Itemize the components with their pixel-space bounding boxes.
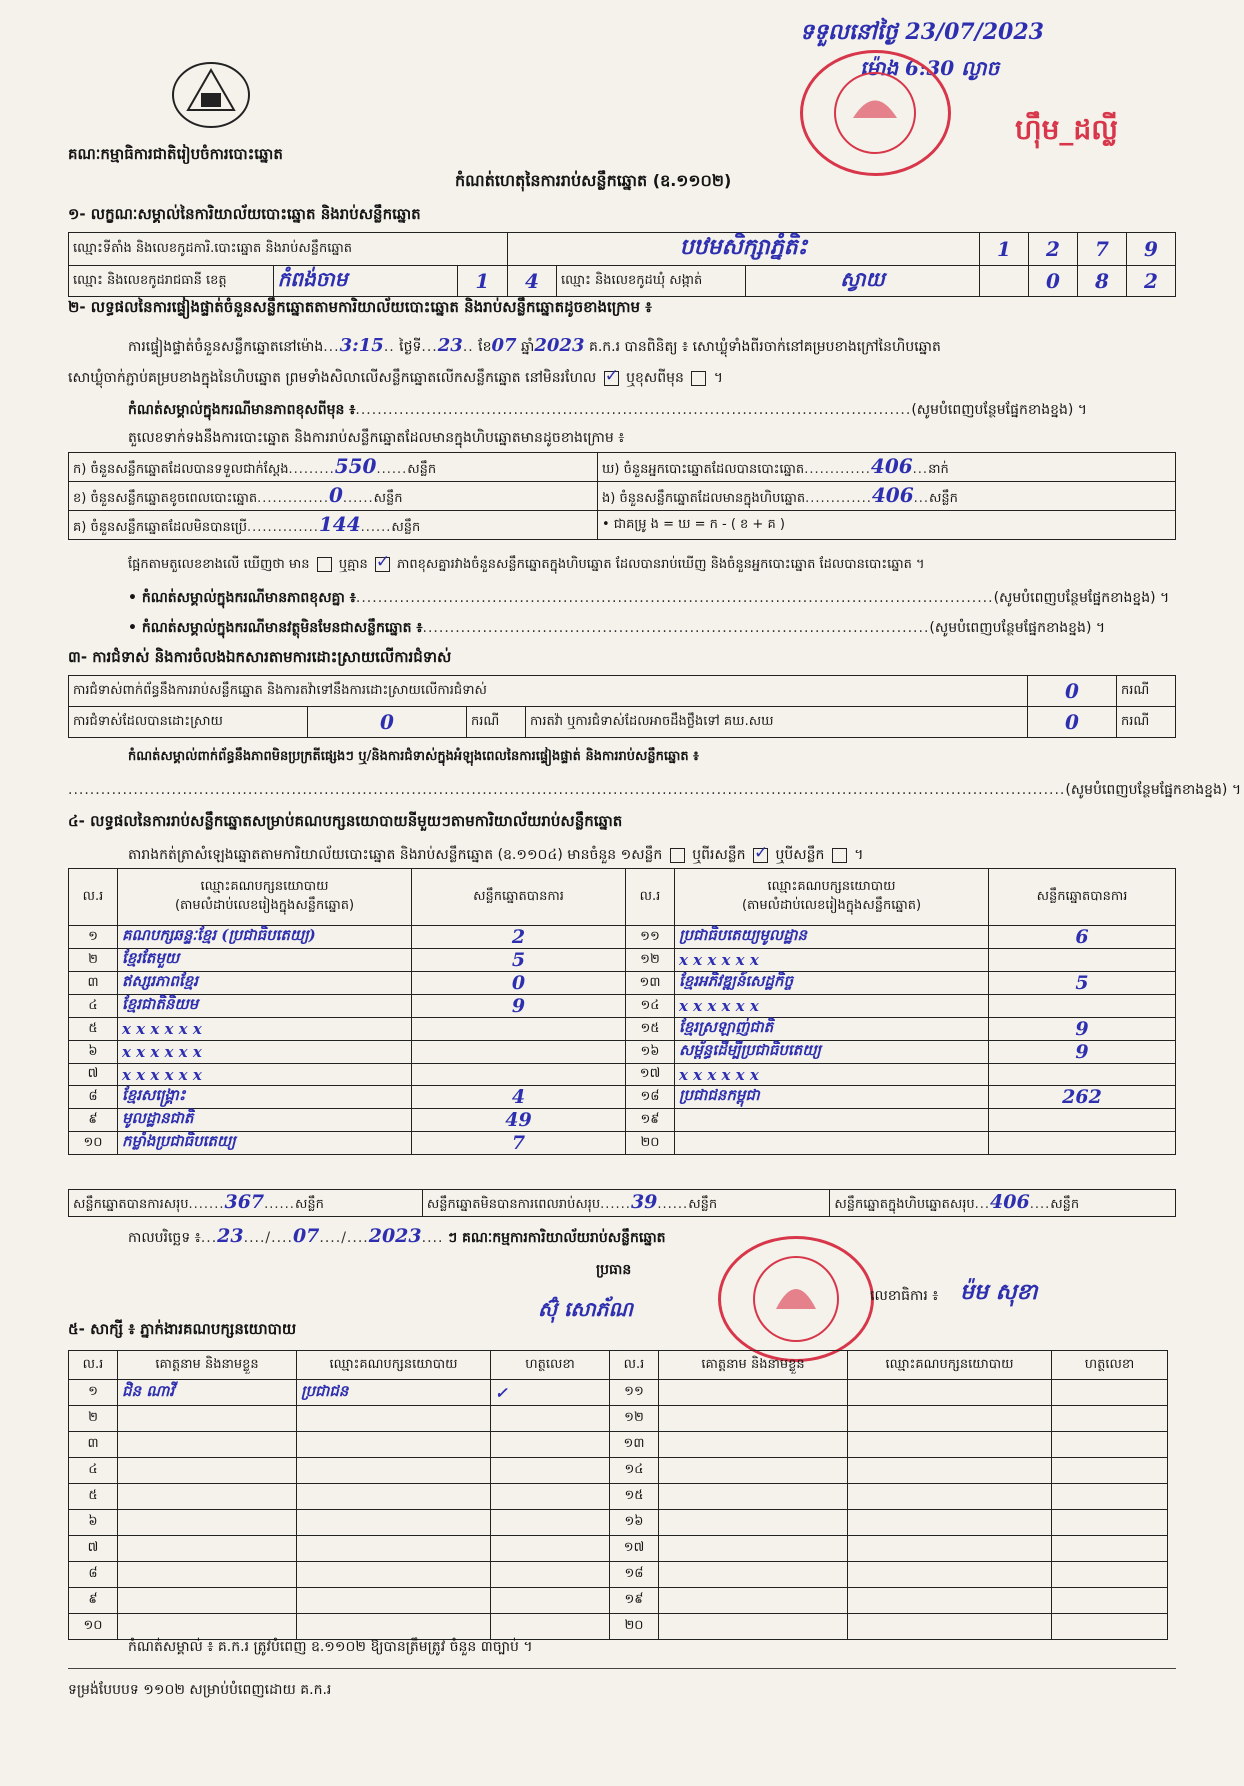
row-number: ១១ xyxy=(610,1380,659,1406)
table-row xyxy=(69,972,1176,995)
witness-party[interactable]: ប្រជាជន xyxy=(297,1380,491,1406)
witness-name[interactable] xyxy=(118,1458,297,1484)
party-name[interactable]: ខ្មែរតែមួយ xyxy=(118,949,412,972)
commune-code-digit[interactable]: 0 xyxy=(1029,266,1078,297)
party-name[interactable]: កម្លាំងប្រជាធិបតេយ្យ xyxy=(118,1132,412,1155)
row-number: ៩ xyxy=(69,1109,118,1132)
province-label: ឈ្មោះ និងលេខកូដរាជធានី ខេត្ត xyxy=(69,266,274,297)
seal-check-line: សោឃ្លុំចាក់ភ្ជាប់គម្របខាងក្នុងនៃហិបឆ្នោត ព្រមទាំងសិលាលើសន្លឹកឆ្នោតលើកសន្លឹកឆ្នោត នៅមិនរហែល ✓ ឬខុសពីមុន ។ xyxy=(68,368,723,389)
verify-year[interactable]: 2023 xyxy=(534,335,585,356)
witness-party[interactable] xyxy=(297,1614,491,1640)
witness-name[interactable] xyxy=(659,1484,848,1510)
witness-signature[interactable] xyxy=(1052,1614,1168,1640)
footer-divider xyxy=(68,1668,1176,1669)
irregularities-note: កំណត់សម្គាល់ពាក់ព័ន្ធនឹងភាពមិនប្រក្រតីផ្សេងៗ ឬ/និងការជំទាស់ក្នុងអំឡុងពេលនៃការផ្ទៀងផ្ទាត់ និងការរាប់សន្លឹកឆ្នោត ៖ xyxy=(128,749,699,764)
figures-intro: តួលេខទាក់ទងនឹងការបោះឆ្នោត និងការរាប់សន្លឹកឆ្នោតដែលមានក្នុងហិបឆ្នោតមានដូចខាងក្រោម ៖ xyxy=(128,430,625,446)
row-number: ១៤ xyxy=(610,1458,659,1484)
vote-count[interactable] xyxy=(989,1132,1176,1155)
row-number: ១០ xyxy=(69,1132,118,1155)
verification-line: ការផ្ទៀងផ្ទាត់ចំនួនសន្លឹកឆ្នោតនៅម៉ោង...3:15.. ថ្ងៃទី...23.. ខែ07 ឆ្នាំ2023 គ.ក.រ បានពិនិត្យ ៖ សោឃ្លុំទាំងពីរចាក់នៅគម្របខាងក្រៅនៃហិបឆ្នោត xyxy=(128,335,941,356)
chair-name[interactable]: ស៊ុំ សោភ័ណ xyxy=(538,1297,633,1321)
committee-stamp xyxy=(718,1236,874,1362)
vote-count[interactable] xyxy=(412,1064,626,1086)
witness-signature[interactable] xyxy=(491,1432,610,1458)
commune-code-digit[interactable]: 2 xyxy=(1127,266,1176,297)
witness-name[interactable] xyxy=(118,1562,297,1588)
table-row xyxy=(69,995,1176,1018)
committee-seal-icon xyxy=(721,1239,871,1359)
row-number: ១៧ xyxy=(610,1536,659,1562)
discrepancy-line: ផ្អែកតាមតួលេខខាងលើ ឃើញថា មាន ឬគ្មាន ✓ ភាពខុសគ្នារវាងចំនួនសន្លឹកឆ្នោតក្នុងហិបឆ្នោត ដែលបានរាប់ឃើញ និងចំនួនអ្នកបោះឆ្នោត ដែលបានបោះឆ្នោត ។ xyxy=(128,556,925,575)
three-sheets-checkbox[interactable] xyxy=(832,848,847,863)
ballots-unused[interactable]: 144 xyxy=(318,512,361,536)
row-number: ១៣ xyxy=(610,1432,659,1458)
table-row xyxy=(69,1588,1168,1614)
section1-heading: ១- លក្ខណៈសម្គាល់នៃការិយាល័យបោះឆ្នោត និងរាប់សន្លឹកឆ្នោត xyxy=(68,205,421,223)
table-row xyxy=(69,1432,1168,1458)
date-year[interactable]: 2023 xyxy=(368,1225,422,1247)
ballots-spoiled[interactable]: 0 xyxy=(328,483,343,507)
witness-party[interactable] xyxy=(297,1510,491,1536)
date-month[interactable]: 07 xyxy=(292,1225,320,1247)
table-row xyxy=(69,1380,1168,1406)
witness-signature[interactable] xyxy=(1052,1536,1168,1562)
station-code-digit[interactable]: 2 xyxy=(1029,233,1078,266)
vote-count[interactable] xyxy=(412,1041,626,1064)
row-number: ១១ xyxy=(626,926,675,949)
two-sheets-checkbox[interactable] xyxy=(753,848,768,863)
table-row xyxy=(69,1064,1176,1086)
row-number: ១៥ xyxy=(610,1484,659,1510)
row-number: ១ xyxy=(69,926,118,949)
witness-party[interactable] xyxy=(848,1536,1052,1562)
non-ballot-note: • កំណត់សម្គាល់ក្នុងករណីមានវត្ថុមិនមែនជាសន្លឹកឆ្នោត ៖.............................................................................................(សូមបំពេញបន្ថែមផ្នែកខាងខ្នង) ។ xyxy=(128,620,1106,636)
province-value[interactable]: កំពង់ចាម xyxy=(273,266,457,297)
stamp-seal-icon xyxy=(803,53,948,173)
witness-signature[interactable] xyxy=(491,1562,610,1588)
vote-count[interactable]: 4 xyxy=(412,1086,626,1109)
station-info-table xyxy=(68,232,1176,297)
commune-label: ឈ្មោះ និងលេខកូដឃុំ សង្កាត់ xyxy=(557,266,746,297)
table-row xyxy=(69,1406,1168,1432)
witness-footnote: កំណត់សម្គាល់ ៖ គ.ក.រ ត្រូវបំពេញ ឧ.១១០២ ឱ្យបានត្រឹមត្រូវ ចំនួន ៣ច្បាប់ ។ xyxy=(128,1639,533,1655)
complaints-count[interactable]: 0 xyxy=(1028,676,1117,707)
row-number: ១៧ xyxy=(626,1064,675,1086)
witness-table: ល.រ គោត្តនាម និងនាមខ្លួន ឈ្មោះគណបក្សនយោបាយ ហត្ថលេខា ល.រ គោត្តនាម និងនាមខ្លួន ឈ្មោះគណបក្សនយោបាយ ហត្ថលេខា ១ ជិន ណាវី ប្រជាជន ✓ ១១ ២ ១២ ៣ ១៣ ៤ ១៤ ៥ ១៥ ៦ ១៦ ៧ ១៧ ៨ ១៨ ៩ ១៩ ១០ ២០ xyxy=(68,1350,1168,1640)
party-name[interactable] xyxy=(675,1132,989,1155)
witness-signature[interactable] xyxy=(1052,1432,1168,1458)
table-row xyxy=(69,1458,1168,1484)
total-valid-votes[interactable]: 367 xyxy=(224,1191,265,1213)
form-title: កំណត់ហេតុនៃការរាប់សន្លឹកឆ្នោត (ឧ.១១០២) xyxy=(455,171,732,190)
vote-count[interactable]: 49 xyxy=(412,1109,626,1132)
totals-table: សន្លឹកឆ្នោតបានការសរុប.......367......សន្លឹក សន្លឹកឆ្នោតមិនបានការពេលរាប់សរុប......39......សន្លឹក សន្លឹកឆ្នោតក្នុងហិបឆ្នោតសរុប...406....សន្លឹក xyxy=(68,1189,1176,1217)
witness-party[interactable] xyxy=(848,1588,1052,1614)
witness-party[interactable] xyxy=(297,1406,491,1432)
party-name[interactable]: គណបក្សឆន្ទៈខ្មែរ (ប្រជាធិបតេយ្យ) xyxy=(118,926,412,949)
row-number: ១៩ xyxy=(626,1109,675,1132)
witness-signature[interactable] xyxy=(1052,1406,1168,1432)
verify-month[interactable]: 07 xyxy=(491,335,517,356)
complaints-table: ការជំទាស់ពាក់ព័ន្ធនឹងការរាប់សន្លឹកឆ្នោត និងការតវ៉ាទៅនឹងការដោះស្រាយលើការជំទាស់ 0 ករណី ការជំទាស់ដែលបានដោះស្រាយ 0 ករណី ការតវ៉ា ឬការជំទាស់ដែលអាចដឹងថ្លឹងទៅ គឃ.សឃ 0 ករណី xyxy=(68,675,1176,738)
witness-name[interactable]: ជិន ណាវី xyxy=(118,1380,297,1406)
vote-count[interactable]: 5 xyxy=(989,972,1176,995)
witness-name[interactable] xyxy=(659,1588,848,1614)
received-date-note: ទទួលនៅថ្ងៃ 23/07/2023 xyxy=(800,19,1044,45)
row-number: ៧ xyxy=(69,1536,118,1562)
witness-signature[interactable] xyxy=(1052,1562,1168,1588)
vote-count[interactable] xyxy=(989,995,1176,1018)
commune-value[interactable]: ស្វាយ xyxy=(746,266,980,297)
party-name[interactable]: ប្រជាជនកម្ពុជា xyxy=(675,1086,989,1109)
row-number: ៦ xyxy=(69,1041,118,1064)
witness-name[interactable] xyxy=(118,1484,297,1510)
resolved-count[interactable]: 0 xyxy=(308,707,467,738)
verify-day[interactable]: 23 xyxy=(437,335,463,356)
witness-signature[interactable] xyxy=(1052,1588,1168,1614)
appeal-label: ការតវ៉ា ឬការជំទាស់ដែលអាចដឹងថ្លឹងទៅ គឃ.សឃ xyxy=(526,707,1028,738)
province-code-digit[interactable]: 4 xyxy=(508,266,557,297)
vote-count[interactable]: 0 xyxy=(412,972,626,995)
party-name[interactable]: ខ្មែរជាតិនិយម xyxy=(118,995,412,1018)
witness-party[interactable] xyxy=(297,1432,491,1458)
witness-name[interactable] xyxy=(659,1562,848,1588)
one-sheet-checkbox[interactable] xyxy=(670,848,685,863)
party-name[interactable]: x x x x x x xyxy=(675,995,989,1018)
witness-name[interactable] xyxy=(118,1406,297,1432)
total-invalid-votes[interactable]: 39 xyxy=(630,1191,658,1213)
vote-count[interactable]: 262 xyxy=(989,1086,1176,1109)
row-number: ១៩ xyxy=(610,1588,659,1614)
witness-name[interactable] xyxy=(118,1614,297,1640)
party-name[interactable]: x x x x x x xyxy=(675,949,989,972)
witness-signature[interactable] xyxy=(491,1484,610,1510)
row-number: ២ xyxy=(69,949,118,972)
row-number: ១៤ xyxy=(626,995,675,1018)
row-number: ៤ xyxy=(69,1458,118,1484)
seal-intact-checkbox[interactable] xyxy=(604,371,619,386)
section2-heading: ២- លទ្ធផលនៃការផ្ទៀងផ្ទាត់ចំនួនសន្លឹកឆ្នោតតាមការិយាល័យបោះឆ្នោត និងរាប់សន្លឹកឆ្នោតដូចខាងក្រោម ៖ xyxy=(68,298,652,316)
vote-count[interactable]: 6 xyxy=(989,926,1176,949)
vote-count[interactable] xyxy=(989,1109,1176,1132)
voters-voted[interactable]: 406 xyxy=(870,454,913,478)
witness-party[interactable] xyxy=(848,1406,1052,1432)
party-results-table: ល.រ ឈ្មោះគណបក្សនយោបាយ (តាមលំដាប់លេខរៀងក្នុងសន្លឹកឆ្នោត) សន្លឹកឆ្នោតបានការ ល.រ ឈ្មោះគណបក្សនយោបាយ (តាមលំដាប់លេខរៀងក្នុងសន្លឹកឆ្នោត) សន្លឹកឆ្នោតបានការ ១ គណបក្សឆន្ទៈខ្មែរ (ប្រជាធិបតេយ្យ) 2 ១១ ប្រជាធិបតេយ្យមូលដ្ឋាន 6 ២ ខ្មែរតែមួយ 5 ១២ x x x x x x ៣ ឥស្សរភាពខ្មែរ 0 ១៣ ខ្មែរអភិវឌ្ឍន៍សេដ្ឋកិច្ច 5 ៤ ខ្មែរជាតិនិយម 9 ១៤ x x x x x x ៥ x x x x x x ១៥ ខ្មែរស្រឡាញ់ជាតិ 9 ៦ x x x x x x ១៦ សម្ព័ន្ធដើម្បីប្រជាធិបតេយ្យ 9 ៧ x x x x x x ១៧ x x x x x x ៨ ខ្មែរសង្គ្រោះ 4 ១៨ ប្រជាជនកម្ពុជា 262 ៩ មូលដ្ឋានជាតិ 49 ១៩ ១០ កម្លាំងប្រជាធិបតេយ្យ 7 ២០ xyxy=(68,868,1176,1155)
party-name[interactable]: ប្រជាធិបតេយ្យមូលដ្ឋាន xyxy=(675,926,989,949)
witness-name[interactable] xyxy=(659,1614,848,1640)
party-name[interactable]: x x x x x x xyxy=(675,1064,989,1086)
vote-count[interactable] xyxy=(989,949,1176,972)
row-number: ២០ xyxy=(610,1614,659,1640)
station-code-digit[interactable]: 1 xyxy=(980,233,1029,266)
party-name[interactable]: ឥស្សរភាពខ្មែរ xyxy=(118,972,412,995)
station-code-digit[interactable]: 7 xyxy=(1078,233,1127,266)
witness-name[interactable] xyxy=(659,1406,848,1432)
date-day[interactable]: 23 xyxy=(217,1225,244,1247)
party-name[interactable]: មូលដ្ឋានជាតិ xyxy=(118,1109,412,1132)
appeal-count[interactable]: 0 xyxy=(1028,707,1117,738)
table-row xyxy=(69,949,1176,972)
witness-name[interactable] xyxy=(118,1536,297,1562)
row-number: ១០ xyxy=(69,1614,118,1640)
party-name[interactable] xyxy=(675,1109,989,1132)
witness-party[interactable] xyxy=(297,1458,491,1484)
row-number: ៥ xyxy=(69,1484,118,1510)
witness-party[interactable] xyxy=(297,1562,491,1588)
table-row xyxy=(69,1086,1176,1109)
witness-party[interactable] xyxy=(848,1510,1052,1536)
row-number: ១៨ xyxy=(610,1562,659,1588)
row-number: ៣ xyxy=(69,1432,118,1458)
sheet-count-line: តារាងកត់ត្រាសំឡេងឆ្នោតតាមការិយាល័យបោះឆ្នោត និងរាប់សន្លឹកឆ្នោត (ឧ.១១០៤) មានចំនួន ១សន្លឹក ឬពីរសន្លឹក ✓ ឬបីសន្លឹក ។ xyxy=(128,845,864,866)
section5-heading: ៥- សាក្សី ៖ ភ្នាក់ងារគណបក្សនយោបាយ xyxy=(68,1320,297,1338)
witness-name[interactable] xyxy=(659,1432,848,1458)
ballots-received[interactable]: 550 xyxy=(334,454,377,478)
official-stamp-top xyxy=(800,50,951,176)
vote-count[interactable]: 2 xyxy=(412,926,626,949)
table-row xyxy=(69,1018,1176,1041)
row-number: ១ xyxy=(69,1380,118,1406)
witness-signature[interactable] xyxy=(1052,1380,1168,1406)
vote-count[interactable] xyxy=(989,1064,1176,1086)
witness-party[interactable] xyxy=(848,1432,1052,1458)
witness-signature[interactable] xyxy=(1052,1484,1168,1510)
row-number: ១៣ xyxy=(626,972,675,995)
table-row xyxy=(69,1109,1176,1132)
section3-heading: ៣- ការជំទាស់ និងការចំលងឯកសារតាមការដោះស្រាយលើការជំទាស់ xyxy=(68,648,452,666)
row-number: ៨ xyxy=(69,1086,118,1109)
row-number: ៩ xyxy=(69,1588,118,1614)
ballots-in-box[interactable]: 406 xyxy=(871,483,914,507)
table-row xyxy=(69,1614,1168,1640)
vote-count[interactable]: 9 xyxy=(989,1041,1176,1064)
party-name[interactable]: ខ្មែរអភិវឌ្ឍន៍សេដ្ឋកិច្ច xyxy=(675,972,989,995)
party-name[interactable]: x x x x x x xyxy=(118,1041,412,1064)
witness-signature[interactable] xyxy=(491,1458,610,1484)
witness-signature[interactable] xyxy=(1052,1510,1168,1536)
table-row xyxy=(69,1536,1168,1562)
table-row xyxy=(69,1484,1168,1510)
witness-signature[interactable] xyxy=(1052,1458,1168,1484)
total-box-ballots[interactable]: 406 xyxy=(990,1191,1030,1213)
witness-party[interactable] xyxy=(848,1562,1052,1588)
row-number: ១២ xyxy=(626,949,675,972)
witness-signature[interactable] xyxy=(491,1510,610,1536)
table-row xyxy=(69,1041,1176,1064)
witness-party[interactable] xyxy=(297,1484,491,1510)
seal-note-line: កំណត់សម្គាល់ក្នុងករណីមានភាពខុសពីមុន ៖......................................................................................................(សូមបំពេញបន្ថែមផ្នែកខាងខ្នង) ។ xyxy=(128,402,1087,418)
ballot-figures-table: ក) ចំនួនសន្លឹកឆ្នោតដែលបានទទួលជាក់ស្តែង.........550......សន្លឹក ឃ) ចំនួនអ្នកបោះឆ្នោតដែលបានបោះឆ្នោត.............406...នាក់ ខ) ចំនួនសន្លឹកឆ្នោតខូចពេលបោះឆ្នោត..............0......សន្លឹក ង) ចំនួនសន្លឹកឆ្នោតដែលមានក្នុងហិបឆ្នោត.............406...សន្លឹក គ) ចំនួនសន្លឹកឆ្នោតដែលមិនបានប្រើ..............144......សន្លឹក • ជាគម្រូ ង = ឃ = ក - ( ខ + គ ) xyxy=(68,452,1176,540)
vote-count[interactable]: 5 xyxy=(412,949,626,972)
row-number: ៨ xyxy=(69,1562,118,1588)
witness-party[interactable] xyxy=(848,1614,1052,1640)
witness-name[interactable] xyxy=(659,1458,848,1484)
row-number: ១២ xyxy=(610,1406,659,1432)
discrepancy-no-checkbox[interactable] xyxy=(375,557,390,572)
party-name[interactable]: ខ្មែរសង្គ្រោះ xyxy=(118,1086,412,1109)
section4-heading: ៤- លទ្ធផលនៃការរាប់សន្លឹកឆ្នោតសម្រាប់គណបក្សនយោបាយនីមួយៗតាមការិយាល័យរាប់សន្លឹកឆ្នោត xyxy=(68,812,623,830)
vote-count[interactable]: 9 xyxy=(989,1018,1176,1041)
chair-label: ប្រធាន xyxy=(596,1262,632,1278)
seal-changed-checkbox[interactable] xyxy=(691,371,706,386)
station-value[interactable]: បឋមសិក្សាភ្នំតិះ xyxy=(508,233,980,266)
vote-count[interactable]: 7 xyxy=(412,1132,626,1155)
organization-name: គណៈកម្មាធិការជាតិរៀបចំការបោះឆ្នោត xyxy=(68,145,283,163)
station-code-digit[interactable]: 9 xyxy=(1127,233,1176,266)
secretary-name[interactable]: ម៉ម សុខា xyxy=(960,1279,1038,1305)
row-number: ២ xyxy=(69,1406,118,1432)
witness-name[interactable] xyxy=(659,1380,848,1406)
nec-logo xyxy=(168,55,254,129)
witness-party[interactable] xyxy=(848,1484,1052,1510)
witness-party[interactable] xyxy=(848,1458,1052,1484)
row-number: ២០ xyxy=(626,1132,675,1155)
received-time-note: ម៉ោង 6:30 ល្ងាច xyxy=(860,56,1000,80)
witness-name[interactable] xyxy=(659,1510,848,1536)
footer-text: ទម្រង់បែបបទ ១១០២ សម្រាប់បំពេញដោយ គ.ក.រ xyxy=(68,1682,332,1698)
vote-count[interactable]: 9 xyxy=(412,995,626,1018)
party-name[interactable]: x x x x x x xyxy=(118,1018,412,1041)
witness-name[interactable] xyxy=(659,1536,848,1562)
verify-time[interactable]: 3:15 xyxy=(339,335,384,356)
row-number: ១៥ xyxy=(626,1018,675,1041)
table-row xyxy=(69,1132,1176,1155)
discrepancy-yes-checkbox[interactable] xyxy=(317,557,332,572)
row-number: ៤ xyxy=(69,995,118,1018)
row-number: ៦ xyxy=(69,1510,118,1536)
secretary-label: លេខាធិការ ៖ xyxy=(870,1288,939,1304)
witness-name[interactable] xyxy=(118,1432,297,1458)
witness-party[interactable] xyxy=(848,1380,1052,1406)
witness-signature[interactable]: ✓ xyxy=(491,1380,610,1406)
party-name[interactable]: សម្ព័ន្ធដើម្បីប្រជាធិបតេយ្យ xyxy=(675,1041,989,1064)
row-number: ១៦ xyxy=(626,1041,675,1064)
nec-emblem-icon xyxy=(168,55,254,129)
witness-signature[interactable] xyxy=(491,1406,610,1432)
commune-code-digit[interactable]: 8 xyxy=(1078,266,1127,297)
vote-count[interactable] xyxy=(412,1018,626,1041)
party-name[interactable]: ខ្មែរស្រឡាញ់ជាតិ xyxy=(675,1018,989,1041)
witness-signature[interactable] xyxy=(491,1536,610,1562)
row-number: ៧ xyxy=(69,1064,118,1086)
table-row xyxy=(69,1510,1168,1536)
resolved-label: ការជំទាស់ដែលបានដោះស្រាយ xyxy=(69,707,308,738)
irregularities-hint-line: .......................................................................................................................................................................................(សូមបំពេញបន្ថែមផ្នែកខាងខ្នង) ។ xyxy=(68,782,1242,798)
row-number: ៣ xyxy=(69,972,118,995)
witness-signature[interactable] xyxy=(491,1614,610,1640)
witness-signature[interactable] xyxy=(491,1588,610,1614)
station-label: ឈ្មោះទីតាំង និងលេខកូដការិ.បោះឆ្នោត និងរាប់សន្លឹកឆ្នោត xyxy=(69,233,508,266)
witness-party[interactable] xyxy=(297,1588,491,1614)
formula-note: • ជាគម្រូ ង = ឃ = ក - ( ខ + គ ) xyxy=(598,511,1176,540)
complaints-label: ការជំទាស់ពាក់ព័ន្ធនឹងការរាប់សន្លឹកឆ្នោត និងការតវ៉ាទៅនឹងការដោះស្រាយលើការជំទាស់ xyxy=(69,676,1028,707)
recipient-name: ហ៊ឹម_ដល្លី xyxy=(1015,113,1118,146)
party-name[interactable]: x x x x x x xyxy=(118,1064,412,1086)
table-row xyxy=(69,1562,1168,1588)
discrepancy-note: • កំណត់សម្គាល់ក្នុងករណីមានភាពខុសគ្នា ៖.....................................................................................................................(សូមបំពេញបន្ថែមផ្នែកខាងខ្នង) ។ xyxy=(128,590,1170,606)
row-number: ១៦ xyxy=(610,1510,659,1536)
witness-name[interactable] xyxy=(118,1588,297,1614)
province-code-digit[interactable]: 1 xyxy=(457,266,507,297)
date-line: កាលបរិច្ឆេទ ៖...23..../....07..../....2023.... ៗ គណៈកម្មការការិយាល័យរាប់សន្លឹកឆ្នោត xyxy=(128,1225,666,1247)
row-number: ៥ xyxy=(69,1018,118,1041)
witness-party[interactable] xyxy=(297,1536,491,1562)
table-row xyxy=(69,926,1176,949)
row-number: ១៨ xyxy=(626,1086,675,1109)
witness-name[interactable] xyxy=(118,1510,297,1536)
